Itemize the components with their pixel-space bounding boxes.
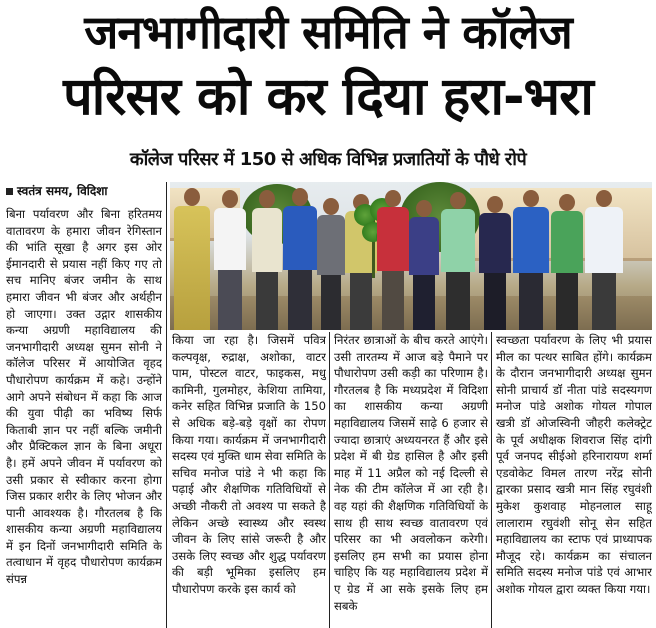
news-photo-tree-planting xyxy=(170,182,652,330)
article-column-3 xyxy=(334,332,488,628)
article-text: निरंतर छात्राओं के बीच करते आएंगे। उसी तारतम्य में आज बड़े पैमाने पर पौधारोपण उसी कड़ी का परिणाम है। गौरतलब है कि मध्यप्रदेश में विदिशा का शासकीय कन्या अग्रणी महाविद्यालय जिसमें साढ़े 6 हजार से ज्यादा छात्राएं अध्ययनरत हैं और इसे प्रदेश में बी ग्रेड हासिल है और इसी माह में 11 अप्रैल को नई दिल्ली से नेक की टीम कॉलेज में आ रही है। वह यहां की शैक्षणिक गतिविधियों के साथ ही साथ स्वच्छ वातावरण एवं परिसर का भी अवलोकन करेगी। इसलिए हम सभी का प्रयास होना चाहिए कि यह महाविद्यालय प्रदेश में ए ग्रेड में आ सके इसके लिए हम सबके xyxy=(334,333,488,613)
person xyxy=(440,192,476,330)
article-text: स्वच्छता पर्यावरण के लिए भी प्रयास मील का पत्थर साबित होंगे। कार्यक्रम के दौरान जनभागीदारी अध्यक्ष सुमन सोनी प्राचार्य डॉ नीता पांडे सदस्यगण मनोज पांडे अशोक गोयल गोपाल खत्री डॉ ओजस्विनी जौहरी कलेक्ट्रेट के पूर्व अधीक्षक शिवराज सिंह दांगी पूर्व जनपद सीईओ हरिनारायण शर्मा एडवोकेट विमल तारण नरेंद्र सोनी द्वारका प्रसाद खत्री मान सिंह रघुवंशी मुकेश कुशवाह मोहनलाल साहू लालाराम रघुवंशी सोनू सेन सहित महाविद्यालय का स्टाफ एवं प्राध्यापक मौजूद रहे। कार्यक्रम का संचालन समिति सदस्य मनोज पांडे एवं आभार अशोक गोयल द्वारा व्यक्त किया गया। xyxy=(496,333,652,596)
article-column-4 xyxy=(496,332,652,628)
person xyxy=(282,188,318,330)
person xyxy=(512,190,550,330)
subheadline: कॉलेज परिसर में 150 से अधिक विभिन्न प्रजातियों के पौधे रोपे xyxy=(129,149,527,170)
article-text: बिना पर्यावरण और बिना हरितमय वातावरण के हमारा जीवन रेगिस्तान की भांति सूखा है अगर इस ओर ईमानदारी से प्रयास नहीं किए गए तो सच मानिए बंजर जमीन के साथ हमारा जीवन भी बंजर और अर्थहीन हो जाएगा। उक्त उद्गार शासकीय कन्या अग्रणी महाविद्यालय की जनभागीदारी अध्यक्ष सुमन सोनी ने कॉलेज परिसर में आयोजित वृहद पौधारोपण कार्यक्रम में कहे। उन्होंने आगे अपने संबोधन में कहा कि आज की युवा पीढ़ी का भविष्य सिर्फ किताबी ज्ञान पर नहीं बल्कि जमीनी और प्रैक्टिकल ज्ञान के बिना अधूरा है। हमें अपने जीवन में पर्यावरण को उसी प्रकार से स्वीकार करना होगा जिस प्रकार शरीर के लिए भोजन और पानी आवश्यक है। गौरतलब है कि शासकीय कन्या अग्रणी महाविद्यालय में इन दिनों जनभागीदारी समिति के तत्वाधान में वृहद पौधारोपण कार्यक्रम संपन्न xyxy=(6,207,162,587)
person xyxy=(478,196,512,330)
article-column-2 xyxy=(172,332,326,628)
article-column-1 xyxy=(6,206,162,628)
person xyxy=(408,200,440,330)
person xyxy=(172,188,212,330)
column-divider xyxy=(329,332,330,628)
dateline-text: स्वतंत्र समय, विदिशा xyxy=(17,184,108,198)
person xyxy=(316,198,346,330)
column-divider xyxy=(491,332,492,628)
dateline xyxy=(6,182,166,200)
headline-line-1: जनभागीदारी समिति ने कॉलेज xyxy=(84,5,572,59)
person xyxy=(212,190,248,330)
person xyxy=(550,194,584,330)
person xyxy=(250,190,284,330)
article-text: किया जा रहा है। जिसमें पवित्र कल्पवृक्ष, रुद्राक्ष, अशोका, वाटर पाम, पोस्टल वाटर, फाइकस, मधु कामिनी, गुलमोहर, केशिया तामिया, कनेर सहित विभिन्न प्रजाति के 150 से अधिक बड़े-बड़े वृक्षों का रोपण किया गया। कार्यक्रम में जनभागीदारी सदस्य एवं मुक्ति धाम सेवा समिति के सचिव मनोज पांडे ने भी कहा कि पढ़ाई और शैक्षणिक गतिविधियों से अच्छी नौकरी तो अवश्य पा सकते है लेकिन अच्छे स्वास्थ्य और स्वस्थ जीवन के लिए सांसे जरूरी है और उसके लिए स्वच्छ और शुद्ध पर्यावरण की बड़ी भूमिका इसलिए हम पौधारोपण करके इस कार्य को xyxy=(172,333,326,596)
person xyxy=(584,190,624,330)
column-divider xyxy=(166,182,167,628)
square-bullet-icon xyxy=(6,188,13,195)
person xyxy=(376,190,410,330)
headline-line-2: परिसर को कर दिया हरा-भरा xyxy=(63,67,593,127)
